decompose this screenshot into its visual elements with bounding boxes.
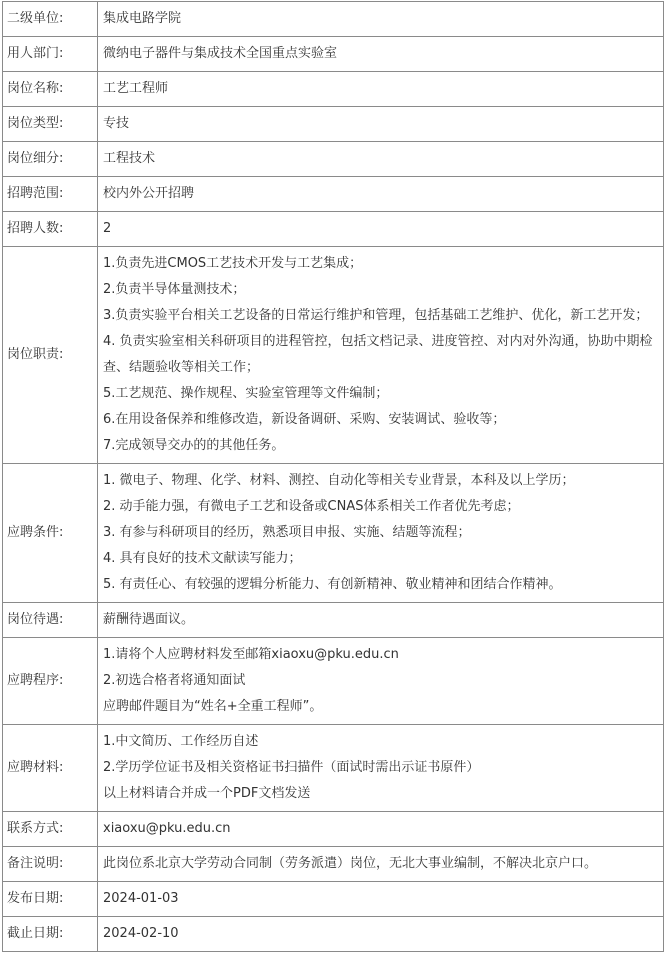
row-value xyxy=(98,638,664,725)
row-label: 二级单位: xyxy=(3,2,98,37)
row-label: 应聘程序: xyxy=(3,638,98,725)
value-line: 集成电路学院 xyxy=(103,11,182,26)
row-value xyxy=(98,812,664,847)
table-row xyxy=(3,177,664,212)
row-label: 岗位名称: xyxy=(3,72,98,107)
value-line: 6.在用设备保养和维修改造，新设备调研、采购、安装调试、验收等； xyxy=(103,412,506,427)
table-row xyxy=(3,725,664,812)
row-value xyxy=(98,212,664,247)
value-line: 5. 有责任心、有较强的逻辑分析能力、有创新精神、敬业精神和团结合作精神。 xyxy=(103,577,562,592)
table-row xyxy=(3,847,664,882)
row-label: 招聘人数: xyxy=(3,212,98,247)
value-line: 3. 有参与科研项目的经历，熟悉项目申报、实施、结题等流程； xyxy=(103,525,471,540)
table-row xyxy=(3,812,664,847)
row-value xyxy=(98,177,664,212)
table-row xyxy=(3,37,664,72)
table-row xyxy=(3,603,664,638)
table-row xyxy=(3,212,664,247)
table-row xyxy=(3,72,664,107)
value-line: 薪酬待遇面议。 xyxy=(103,612,195,627)
table-row xyxy=(3,107,664,142)
value-line: 5.工艺规范、操作规程、实验室管理等文件编制； xyxy=(103,386,389,401)
row-value xyxy=(98,464,664,603)
value-line: 2024-02-10 xyxy=(103,926,179,941)
row-value xyxy=(98,37,664,72)
row-label: 用人部门: xyxy=(3,37,98,72)
value-line: 2.学历学位证书及相关资格证书扫描件（面试时需出示证书原件） xyxy=(103,760,480,775)
table-row xyxy=(3,638,664,725)
row-label: 发布日期: xyxy=(3,882,98,917)
row-value xyxy=(98,247,664,464)
value-line: 7.完成领导交办的的其他任务。 xyxy=(103,438,285,453)
row-value xyxy=(98,142,664,177)
value-line: 工艺工程师 xyxy=(103,81,169,96)
row-label: 岗位细分: xyxy=(3,142,98,177)
value-line: 应聘邮件题目为“姓名+全重工程师”。 xyxy=(103,699,323,714)
value-line: 2.初选合格者将通知面试 xyxy=(103,673,246,688)
value-line: 1. 微电子、物理、化学、材料、测控、自动化等相关专业背景，本科及以上学历； xyxy=(103,473,575,488)
row-value xyxy=(98,107,664,142)
value-line: 以上材料请合并成一个PDF文档发送 xyxy=(103,786,311,801)
row-label: 备注说明: xyxy=(3,847,98,882)
row-value xyxy=(98,917,664,952)
table-row xyxy=(3,247,664,464)
value-line: 微纳电子器件与集成技术全国重点实验室 xyxy=(103,46,338,61)
value-line: 3.负责实验平台相关工艺设备的日常运行维护和管理，包括基础工艺维护、优化，新工艺开发； xyxy=(103,308,649,323)
value-line: 专技 xyxy=(103,116,130,131)
row-label: 应聘条件: xyxy=(3,464,98,603)
row-value xyxy=(98,847,664,882)
row-value xyxy=(98,2,664,37)
row-label: 招聘范围: xyxy=(3,177,98,212)
table-row xyxy=(3,917,664,952)
value-line: 工程技术 xyxy=(103,151,156,166)
value-line: 1.中文简历、工作经历自述 xyxy=(103,734,259,749)
row-value xyxy=(98,882,664,917)
table-row xyxy=(3,464,664,603)
row-value xyxy=(98,603,664,638)
value-line: 4. 具有良好的技术文献读写能力； xyxy=(103,551,302,566)
value-line: 校内外公开招聘 xyxy=(103,186,195,201)
row-label: 岗位类型: xyxy=(3,107,98,142)
job-posting-table-body xyxy=(3,2,664,952)
value-line: 4. 负责实验室相关科研项目的进程管控，包括文档记录、进度管控、对内对外沟通，协助中期检查、结题验收等相关工作； xyxy=(103,334,653,375)
row-label: 截止日期: xyxy=(3,917,98,952)
value-line: 此岗位系北京大学劳动合同制（劳务派遣）岗位，无北大事业编制，不解决北京户口。 xyxy=(103,856,598,871)
value-line: 2 xyxy=(103,221,112,236)
table-row xyxy=(3,142,664,177)
value-line: xiaoxu@pku.edu.cn xyxy=(103,821,231,836)
row-label: 应聘材料: xyxy=(3,725,98,812)
row-label: 岗位待遇: xyxy=(3,603,98,638)
table-row xyxy=(3,2,664,37)
row-value xyxy=(98,72,664,107)
value-line: 2024-01-03 xyxy=(103,891,179,906)
table-row xyxy=(3,882,664,917)
job-posting-table xyxy=(2,1,664,952)
value-line: 2. 动手能力强，有微电子工艺和设备或CNAS体系相关工作者优先考虑； xyxy=(103,499,520,514)
value-line: 1.负责先进CMOS工艺技术开发与工艺集成； xyxy=(103,256,363,271)
row-label: 联系方式: xyxy=(3,812,98,847)
value-line: 1.请将个人应聘材料发至邮箱xiaoxu@pku.edu.cn xyxy=(103,647,399,662)
row-label: 岗位职责: xyxy=(3,247,98,464)
value-line: 2.负责半导体量测技术； xyxy=(103,282,246,297)
row-value xyxy=(98,725,664,812)
